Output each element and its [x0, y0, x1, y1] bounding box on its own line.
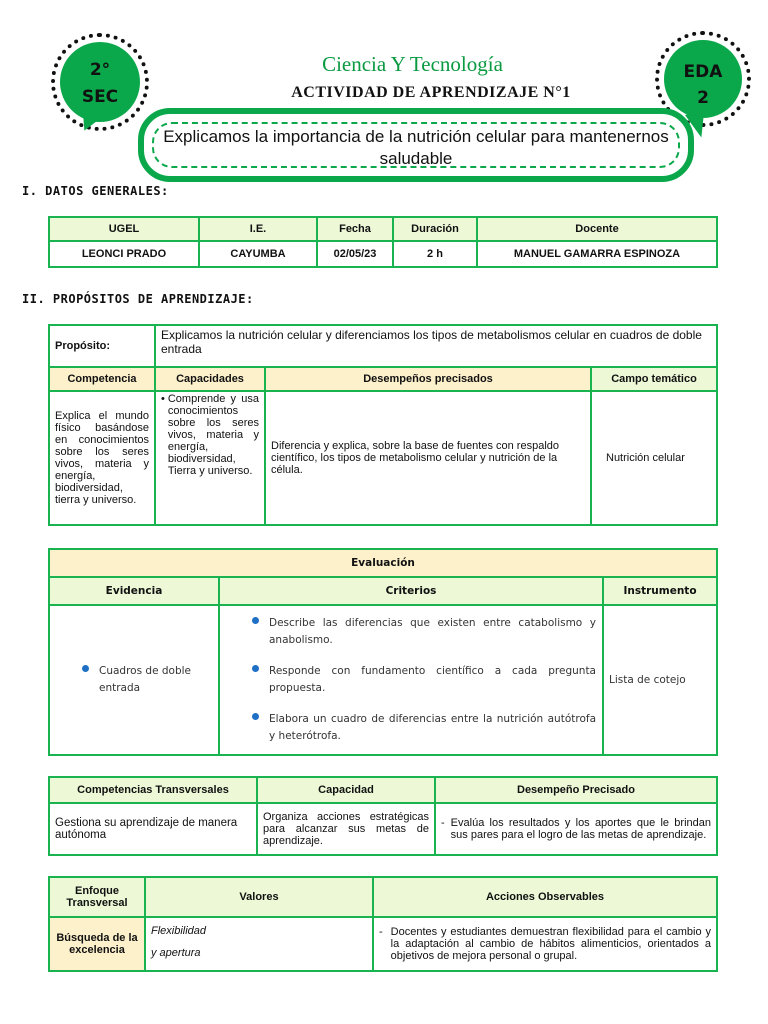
- section-heading-propositos: II. PROPÓSITOS DE APRENDIZAJE:: [22, 292, 254, 306]
- general-data-table: [48, 216, 718, 268]
- subject-title: Ciencia Y Tecnología: [322, 52, 503, 76]
- value-ie: CAYUMBA: [199, 241, 317, 267]
- header-criterios: Criterios: [219, 577, 603, 605]
- header-competencias-transversales: Competencias Transversales: [49, 777, 257, 803]
- bullet-icon: [252, 713, 259, 720]
- header-capacidades: Capacidades: [155, 367, 265, 391]
- dash-marker: -: [441, 817, 445, 829]
- transversal-desempeno-cell: [435, 803, 717, 855]
- section-heading-datos: I. DATOS GENERALES:: [22, 184, 169, 198]
- value-fecha: 02/05/23: [317, 241, 393, 267]
- grade-level: SEC: [81, 87, 119, 107]
- value-ugel: LEONCI PRADO: [49, 241, 199, 267]
- header-fecha: Fecha: [317, 217, 393, 241]
- criterios-cell: [219, 605, 603, 755]
- transversal-competencies-table: [48, 776, 718, 856]
- instrumento-text: Lista de cotejo: [603, 605, 717, 755]
- header-valores: Valores: [145, 877, 373, 917]
- criterio-1: Describe las diferencias que existen entre catabolismo y anabolismo.: [269, 617, 596, 646]
- eda-number: 2: [697, 88, 709, 108]
- proposito-label: Propósito:: [49, 325, 155, 367]
- valores-cell: [145, 917, 373, 971]
- header-enfoque: Enfoque Transversal: [49, 877, 145, 917]
- capacidades-text: Comprende y usa conocimientos sobre los seres vivos, materia y energía, biodiversidad, Tierra y universo.: [167, 393, 259, 477]
- header-desempenos: Desempeños precisados: [265, 367, 591, 391]
- evidencia-cell: [49, 605, 219, 755]
- header-duracion: Duración: [393, 217, 477, 241]
- header-ie: I.E.: [199, 217, 317, 241]
- value-docente: MANUEL GAMARRA ESPINOZA: [477, 241, 717, 267]
- header-campo: Campo temático: [591, 367, 717, 391]
- bullet-icon: [252, 617, 259, 624]
- purposes-table: [48, 324, 718, 526]
- header-instrumento: Instrumento: [603, 577, 717, 605]
- header-acciones: Acciones Observables: [373, 877, 717, 917]
- evaluation-title: Evaluación: [49, 549, 717, 577]
- dash-marker: -: [379, 926, 383, 938]
- session-title-box: [138, 108, 694, 182]
- evaluation-table: [48, 548, 718, 756]
- transversal-desempeno: Evalúa los resultados y los aportes que le brindan sus pares para el logro de las metas de aprendizaje.: [450, 817, 711, 841]
- enfoque-name: Búsqueda de la excelencia: [49, 917, 145, 971]
- campo-text: Nutrición celular: [591, 391, 717, 525]
- header-docente: Docente: [477, 217, 717, 241]
- valor-apertura: y apertura: [151, 947, 201, 959]
- header-capacidad: Capacidad: [257, 777, 435, 803]
- header-ugel: UGEL: [49, 217, 199, 241]
- acciones-cell: [373, 917, 717, 971]
- evidencia-text: Cuadros de doble entrada: [99, 665, 191, 694]
- valor-flexibilidad: Flexibilidad: [151, 925, 207, 937]
- capacidades-cell: [155, 391, 265, 525]
- session-title: Explicamos la importancia de la nutrición celular para mantenernos saludable: [163, 127, 669, 168]
- grade-number: 2°: [89, 60, 111, 80]
- acciones-text: Docentes y estudiantes demuestran flexibilidad para el cambio y la adaptación al cambio de hábitos alimenticios, orientados a objetivos de mejora personal o grupal.: [390, 926, 711, 962]
- bullet-icon: [252, 665, 259, 672]
- eda-label: EDA: [683, 62, 723, 82]
- criterio-2: Responde con fundamento científico a cada pregunta propuesta.: [269, 665, 596, 694]
- activity-title: ACTIVIDAD DE APRENDIZAJE N°1: [291, 84, 571, 101]
- transversal-capacidad: Organiza acciones estratégicas para alcanzar sus metas de aprendizaje.: [257, 803, 435, 855]
- proposito-text: Explicamos la nutrición celular y diferenciamos los tipos de metabolismos celular en cuadros de doble entrada: [155, 325, 717, 367]
- capacidades-bullet: •: [161, 393, 165, 405]
- transversal-approach-table: [48, 876, 718, 972]
- value-duracion: 2 h: [393, 241, 477, 267]
- competencia-text: Explica el mundo físico basándose en conocimientos sobre los seres vivos, materia y energía, biodiversidad, tierra y universo.: [49, 391, 155, 525]
- transversal-competencia: Gestiona su aprendizaje de manera autónoma: [49, 803, 257, 855]
- criterio-3: Elabora un cuadro de diferencias entre la nutrición autótrofa y heterótrofa.: [269, 713, 596, 742]
- desempenos-text: Diferencia y explica, sobre la base de fuentes con respaldo científico, los tipos de metabolismo celular y nutrición de la célula.: [265, 391, 591, 525]
- bullet-icon: [82, 665, 89, 672]
- header-competencia: Competencia: [49, 367, 155, 391]
- header-desempeno-precisado: Desempeño Precisado: [435, 777, 717, 803]
- header-evidencia: Evidencia: [49, 577, 219, 605]
